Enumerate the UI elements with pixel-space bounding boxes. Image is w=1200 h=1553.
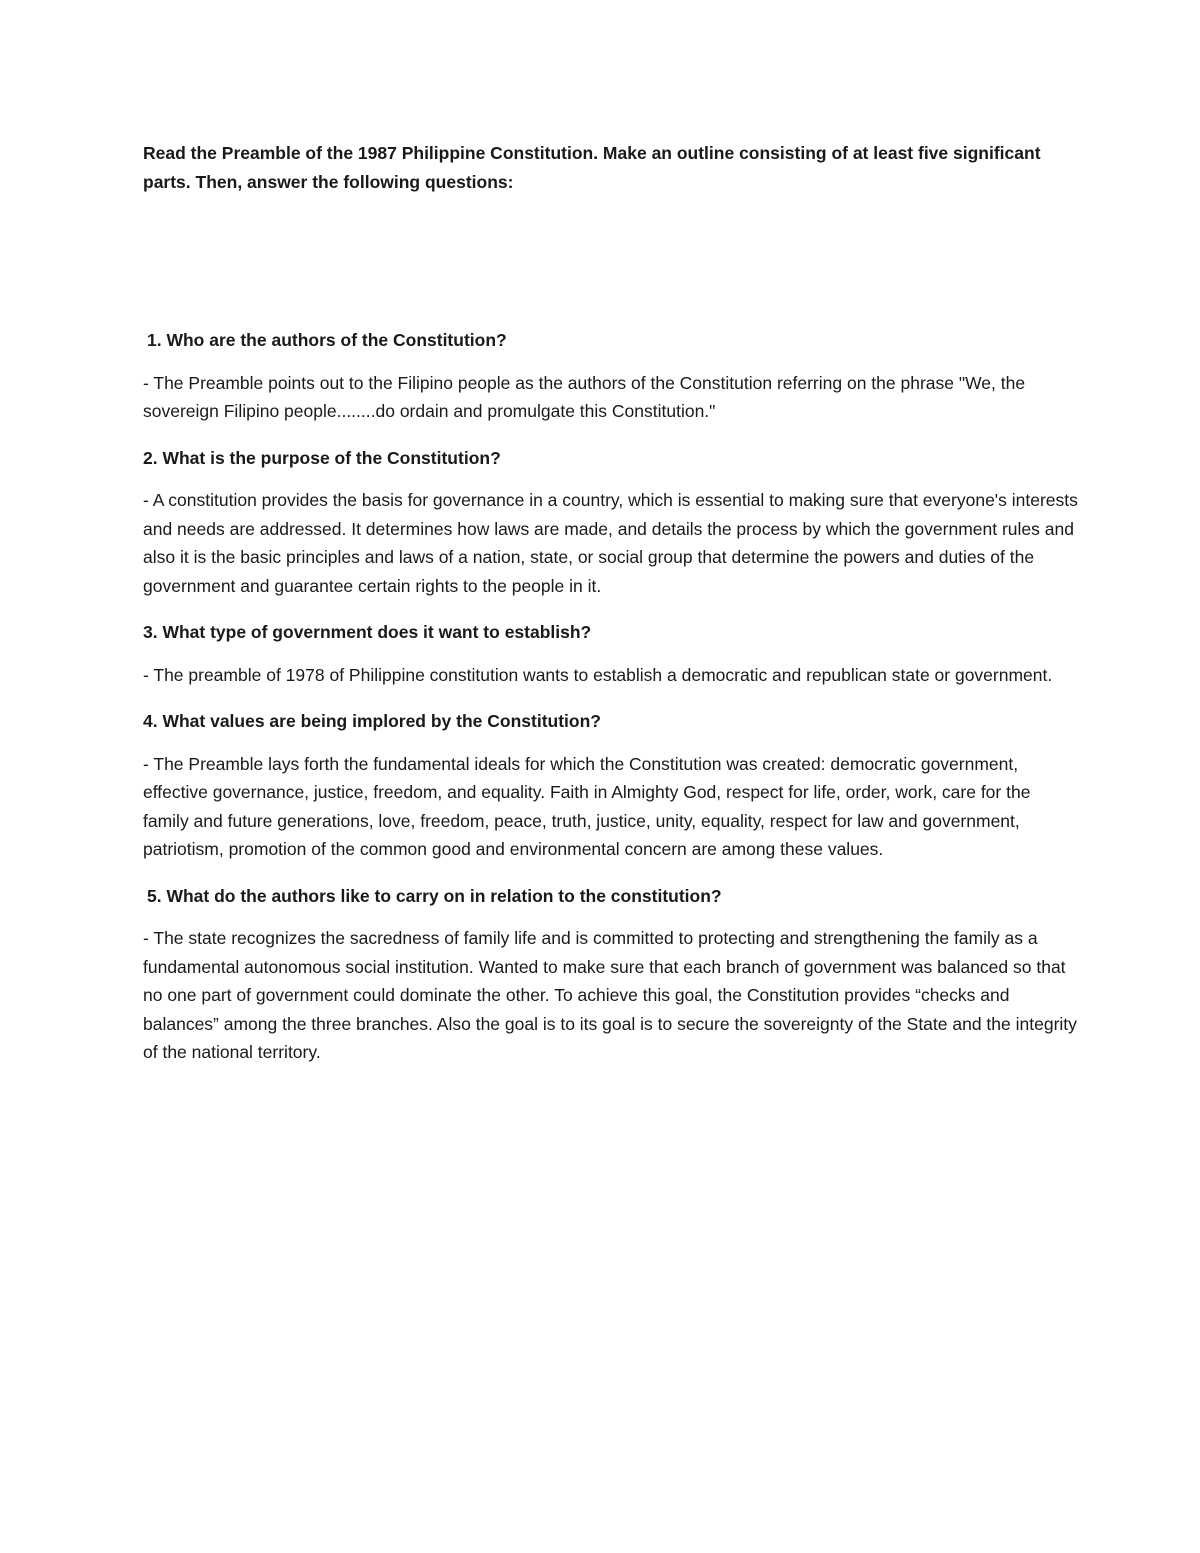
question-1: 1. Who are the authors of the Constitution?: [147, 330, 507, 350]
answer-3: - The preamble of 1978 of Philippine constitution wants to establish a democratic and republican state or government.: [143, 664, 1053, 685]
answer-2: - A constitution provides the basis for governance in a country, which is essential to making sure that everyone's interests and needs are addressed. It determines how laws are made, and details the process by which the government rules and also it is the basic principles and laws of a nation, state, or social group that determine the powers and duties of the government and guarantee certain rights to the people in it.: [143, 490, 1078, 596]
answer-5: - The state recognizes the sacredness of family life and is committed to protecting and strengthening the family as a fundamental autonomous social institution. Wanted to make sure that each branch of government was balanced so that no one part of government could dominate the other. To achieve this goal, the Constitution provides “checks and balances” among the three branches. Also the goal is to its goal is to secure the sovereignty of the State and the integrity of the national territory.: [143, 928, 1077, 1062]
question-2: 2. What is the purpose of the Constitution?: [143, 447, 501, 468]
question-3: 3. What type of government does it want to establish?: [143, 622, 592, 642]
answer-4: - The Preamble lays forth the fundamental ideals for which the Constitution was created: democratic government, effective governance, justice, freedom, and equality. Faith in Almighty God, respect for life, order, work, care for the family and future generations, love, freedom, peace, truth, justice, unity, equality, respect for law and government, patriotism, promotion of the common good and environmental concern are among these values.: [143, 753, 1031, 859]
question-4: 4. What values are being implored by the Constitution?: [143, 711, 601, 731]
document-body: [143, 139, 1078, 1085]
answer-1: - The Preamble points out to the Filipino people as the authors of the Constitution referring on the phrase "We, the sovereign Filipino people........do ordain and promulgate this Constitution.": [143, 372, 1026, 421]
question-5: 5. What do the authors like to carry on in relation to the constitution?: [147, 885, 722, 906]
assignment-instructions: Read the Preamble of the 1987 Philippine Constitution. Make an outline consisting of at least five significant parts. Then, answer the following questions:: [143, 143, 1041, 192]
blank-space: [143, 196, 1078, 326]
